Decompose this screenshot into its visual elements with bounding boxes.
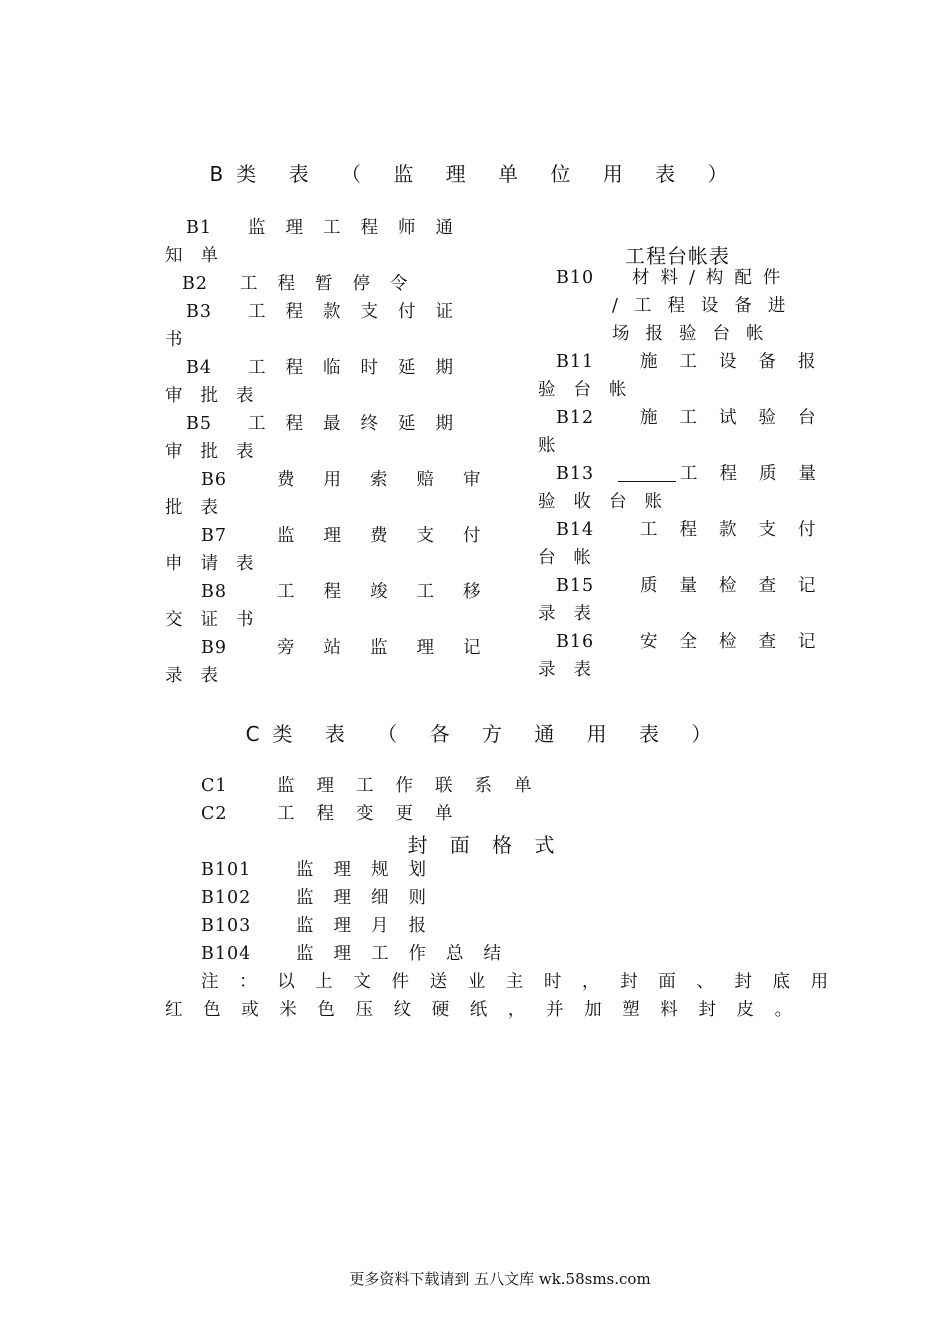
form-code: B11 — [556, 352, 595, 372]
list-item — [201, 634, 510, 662]
form-title: 施工试验台 — [640, 408, 838, 428]
note-line: 注：以上文件送业主时，封面、封底用 — [201, 972, 849, 992]
form-title-continued: 录表 — [538, 660, 609, 680]
b-class-heading: B类 表 （ 监 理 单 位 用 表 ） — [209, 162, 741, 186]
list-item — [186, 298, 473, 326]
form-title: 费用索赔审 — [277, 470, 510, 490]
form-code: B2 — [182, 274, 208, 294]
form-code: B6 — [201, 470, 227, 490]
form-code: B16 — [556, 632, 595, 652]
list-item — [556, 460, 838, 488]
list-item — [556, 628, 838, 656]
list-item — [186, 354, 473, 382]
list-item — [556, 404, 838, 432]
form-code: B14 — [556, 520, 595, 540]
form-title-continued: 书 — [165, 330, 201, 350]
form-title: 工程竣工移 — [277, 582, 510, 602]
form-code: B103 — [201, 916, 252, 936]
form-code: B1 — [186, 218, 212, 238]
note-line-continued: 红色或米色压纹硬纸，并加塑料封皮。 — [165, 1000, 813, 1020]
list-item — [201, 772, 554, 800]
form-code: B13 — [556, 464, 595, 484]
form-code: B15 — [556, 576, 595, 596]
form-title-continued: 审批表 — [165, 442, 272, 462]
list-item — [201, 522, 510, 550]
form-title: 质量检查记 — [640, 576, 838, 596]
blank-underline — [618, 467, 676, 482]
list-item — [556, 516, 838, 544]
form-code: B102 — [201, 888, 252, 908]
list-item — [201, 800, 475, 828]
form-code: B10 — [556, 268, 595, 288]
c-class-heading: C类 表 （ 各 方 通 用 表 ） — [245, 722, 725, 746]
form-title: 监理工作总结 — [296, 944, 521, 964]
form-title-continued: 录表 — [538, 604, 609, 624]
list-item — [182, 270, 428, 298]
form-title-continued: 知单 — [165, 246, 236, 266]
list-item — [186, 214, 473, 242]
form-code: B4 — [186, 358, 212, 378]
form-title-continued: 交证书 — [165, 610, 272, 630]
form-title-continued: 场报验台帐 — [612, 324, 780, 344]
form-title: 旁站监理记 — [277, 638, 510, 658]
form-code: B8 — [201, 582, 227, 602]
list-item — [556, 572, 838, 600]
form-title: 监理工作联系单 — [277, 776, 554, 796]
form-code: B104 — [201, 944, 252, 964]
form-title-continued: 账 — [538, 436, 574, 456]
form-code: B7 — [201, 526, 227, 546]
list-item — [556, 348, 838, 376]
form-title-continued: 验收台账 — [538, 492, 680, 512]
form-code: B9 — [201, 638, 227, 658]
form-code: B12 — [556, 408, 595, 428]
form-title: 安全检查记 — [640, 632, 838, 652]
form-title: 工程临时延期 — [248, 358, 473, 378]
form-title: 监理细则 — [296, 888, 446, 908]
cover-format-heading: 封 面 格 式 — [407, 833, 563, 857]
form-title: 材料/构配件 — [632, 268, 792, 288]
form-title-continued: 台帐 — [538, 548, 609, 568]
form-title-continued: 审批表 — [165, 386, 272, 406]
ledger-heading: 工程台帐表 — [625, 244, 730, 268]
form-code: B3 — [186, 302, 212, 322]
form-title: 工程变更单 — [277, 804, 475, 824]
list-item — [201, 884, 446, 912]
list-item — [201, 856, 446, 884]
form-title: 监理月报 — [296, 916, 446, 936]
form-title: 施工设备报 — [640, 352, 838, 372]
form-title-continued: 申请表 — [165, 554, 272, 574]
form-title-continued: 验台帐 — [538, 380, 645, 400]
form-code: B101 — [201, 860, 252, 880]
form-title: 工程质量 — [680, 464, 838, 484]
list-item — [186, 410, 473, 438]
form-title: 工程最终延期 — [248, 414, 473, 434]
list-item — [201, 466, 510, 494]
form-code: C1 — [201, 776, 228, 796]
list-item — [201, 940, 521, 968]
form-title: 工程款支付证 — [248, 302, 473, 322]
list-item — [201, 912, 446, 940]
form-code: B5 — [186, 414, 212, 434]
form-title: 监理工程师通 — [248, 218, 473, 238]
form-title-continued: 批表 — [165, 498, 236, 518]
form-title: 监理费支付 — [277, 526, 510, 546]
list-item — [201, 578, 510, 606]
footer-text: 更多资料下载请到 五八文库 wk.58sms.com — [349, 1270, 651, 1288]
form-code: C2 — [201, 804, 228, 824]
form-title-continued: /工程设备进 — [612, 296, 802, 316]
list-item — [556, 264, 791, 292]
form-title: 监理规划 — [296, 860, 446, 880]
form-title: 工程款支付 — [640, 520, 838, 540]
form-title-continued: 录表 — [165, 666, 236, 686]
form-title: 工程暂停令 — [240, 274, 428, 294]
